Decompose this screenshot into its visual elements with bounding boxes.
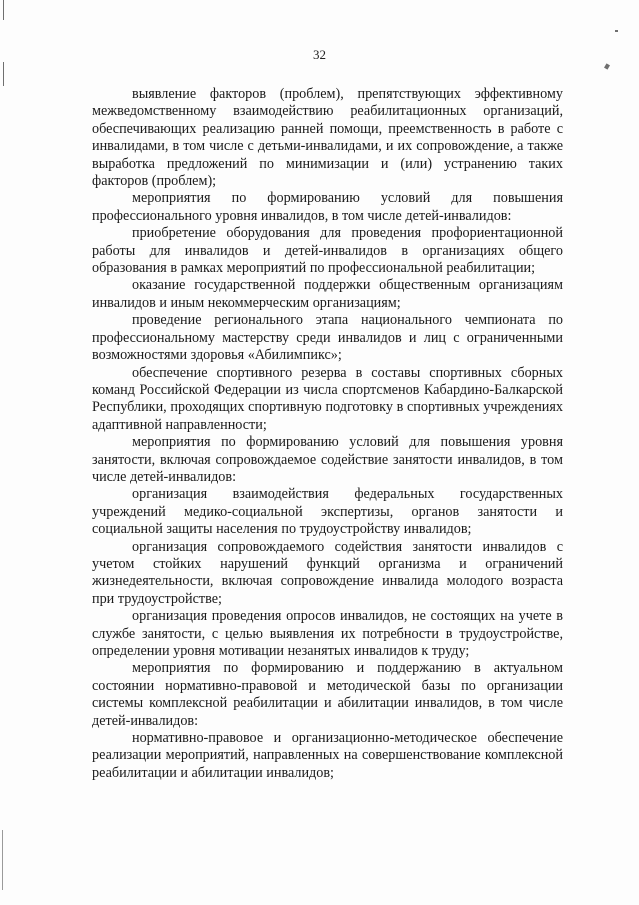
paragraph: организация сопровождаемого содействия занятости инвалидов с учетом стойких нарушений функций организма и ограничений жизнедеятельности, включая сопровождение инвалида молодого возраста при трудоустройстве; <box>92 538 563 607</box>
paragraph: оказание государственной поддержки общественным организациям инвалидов и иным некоммерческим организациям; <box>92 277 563 311</box>
scan-edge-mark-left <box>3 0 4 20</box>
paragraph: приобретение оборудования для проведения профориентационной работы для инвалидов и детей-инвалидов в организациях общего образования в рамках мероприятий по профессиональной реабилитации; <box>92 225 563 277</box>
page-number: 32 <box>313 47 326 62</box>
scan-tick-right <box>604 63 610 69</box>
paragraph: мероприятия по формированию и поддержанию в актуальном состоянии нормативно-правовой и методической базы по организации системы комплексной реабилитации и абилитации инвалидов, в том числе детей-инвалидов: <box>92 660 563 729</box>
body-text <box>92 86 563 782</box>
paragraph: организация проведения опросов инвалидов, не состоящих на учете в службе занятости, с целью выявления их потребности в трудоустройстве, определении уровня мотивации незанятых инвалидов к труду; <box>92 608 563 659</box>
paragraph: обеспечение спортивного резерва в составы спортивных сборных команд Российской Федерации из числа спортсменов Кабардино-Балкарской Республики, проходящих спортивную подготовку в спортивных учреждениях адаптивной направленности; <box>92 364 563 433</box>
paragraph: проведение регионального этапа национального чемпионата по профессиональному мастерству среди инвалидов и лиц с ограниченными возможностями здоровья «Абилимпикс»; <box>92 312 563 364</box>
scan-edge-mark-left-lower <box>3 62 4 86</box>
paragraph: нормативно-правовое и организационно-методическое обеспечение реализации мероприятий, направленных на совершенствование комплексной реабилитации и абилитации инвалидов; <box>92 730 563 781</box>
paragraph: мероприятия по формированию условий для повышения уровня занятости, включая сопровождаемое содействие занятости инвалидов, в том числе детей-инвалидов: <box>92 434 563 485</box>
paragraph: организация взаимодействия федеральных государственных учреждений медико-социальной экспертизы, органов занятости и социальной защиты населения по трудоустройству инвалидов; <box>92 486 563 538</box>
paragraph: выявление факторов (проблем), препятствующих эффективному межведомственному взаимодействию реабилитационных организаций, обеспечивающих реализацию ранней помощи, преемственность в работе с инвалидами, в том числе с детьми-инвалидами, и их сопровождение, а также выработка предложений по минимизации и (или) устранению таких факторов (проблем); <box>92 86 563 190</box>
paragraph: мероприятия по формированию условий для повышения профессионального уровня инвалидов, в том числе детей-инвалидов: <box>92 190 563 224</box>
scan-edge-mark-left-bottom <box>2 830 3 890</box>
scan-dot-right <box>615 30 618 32</box>
